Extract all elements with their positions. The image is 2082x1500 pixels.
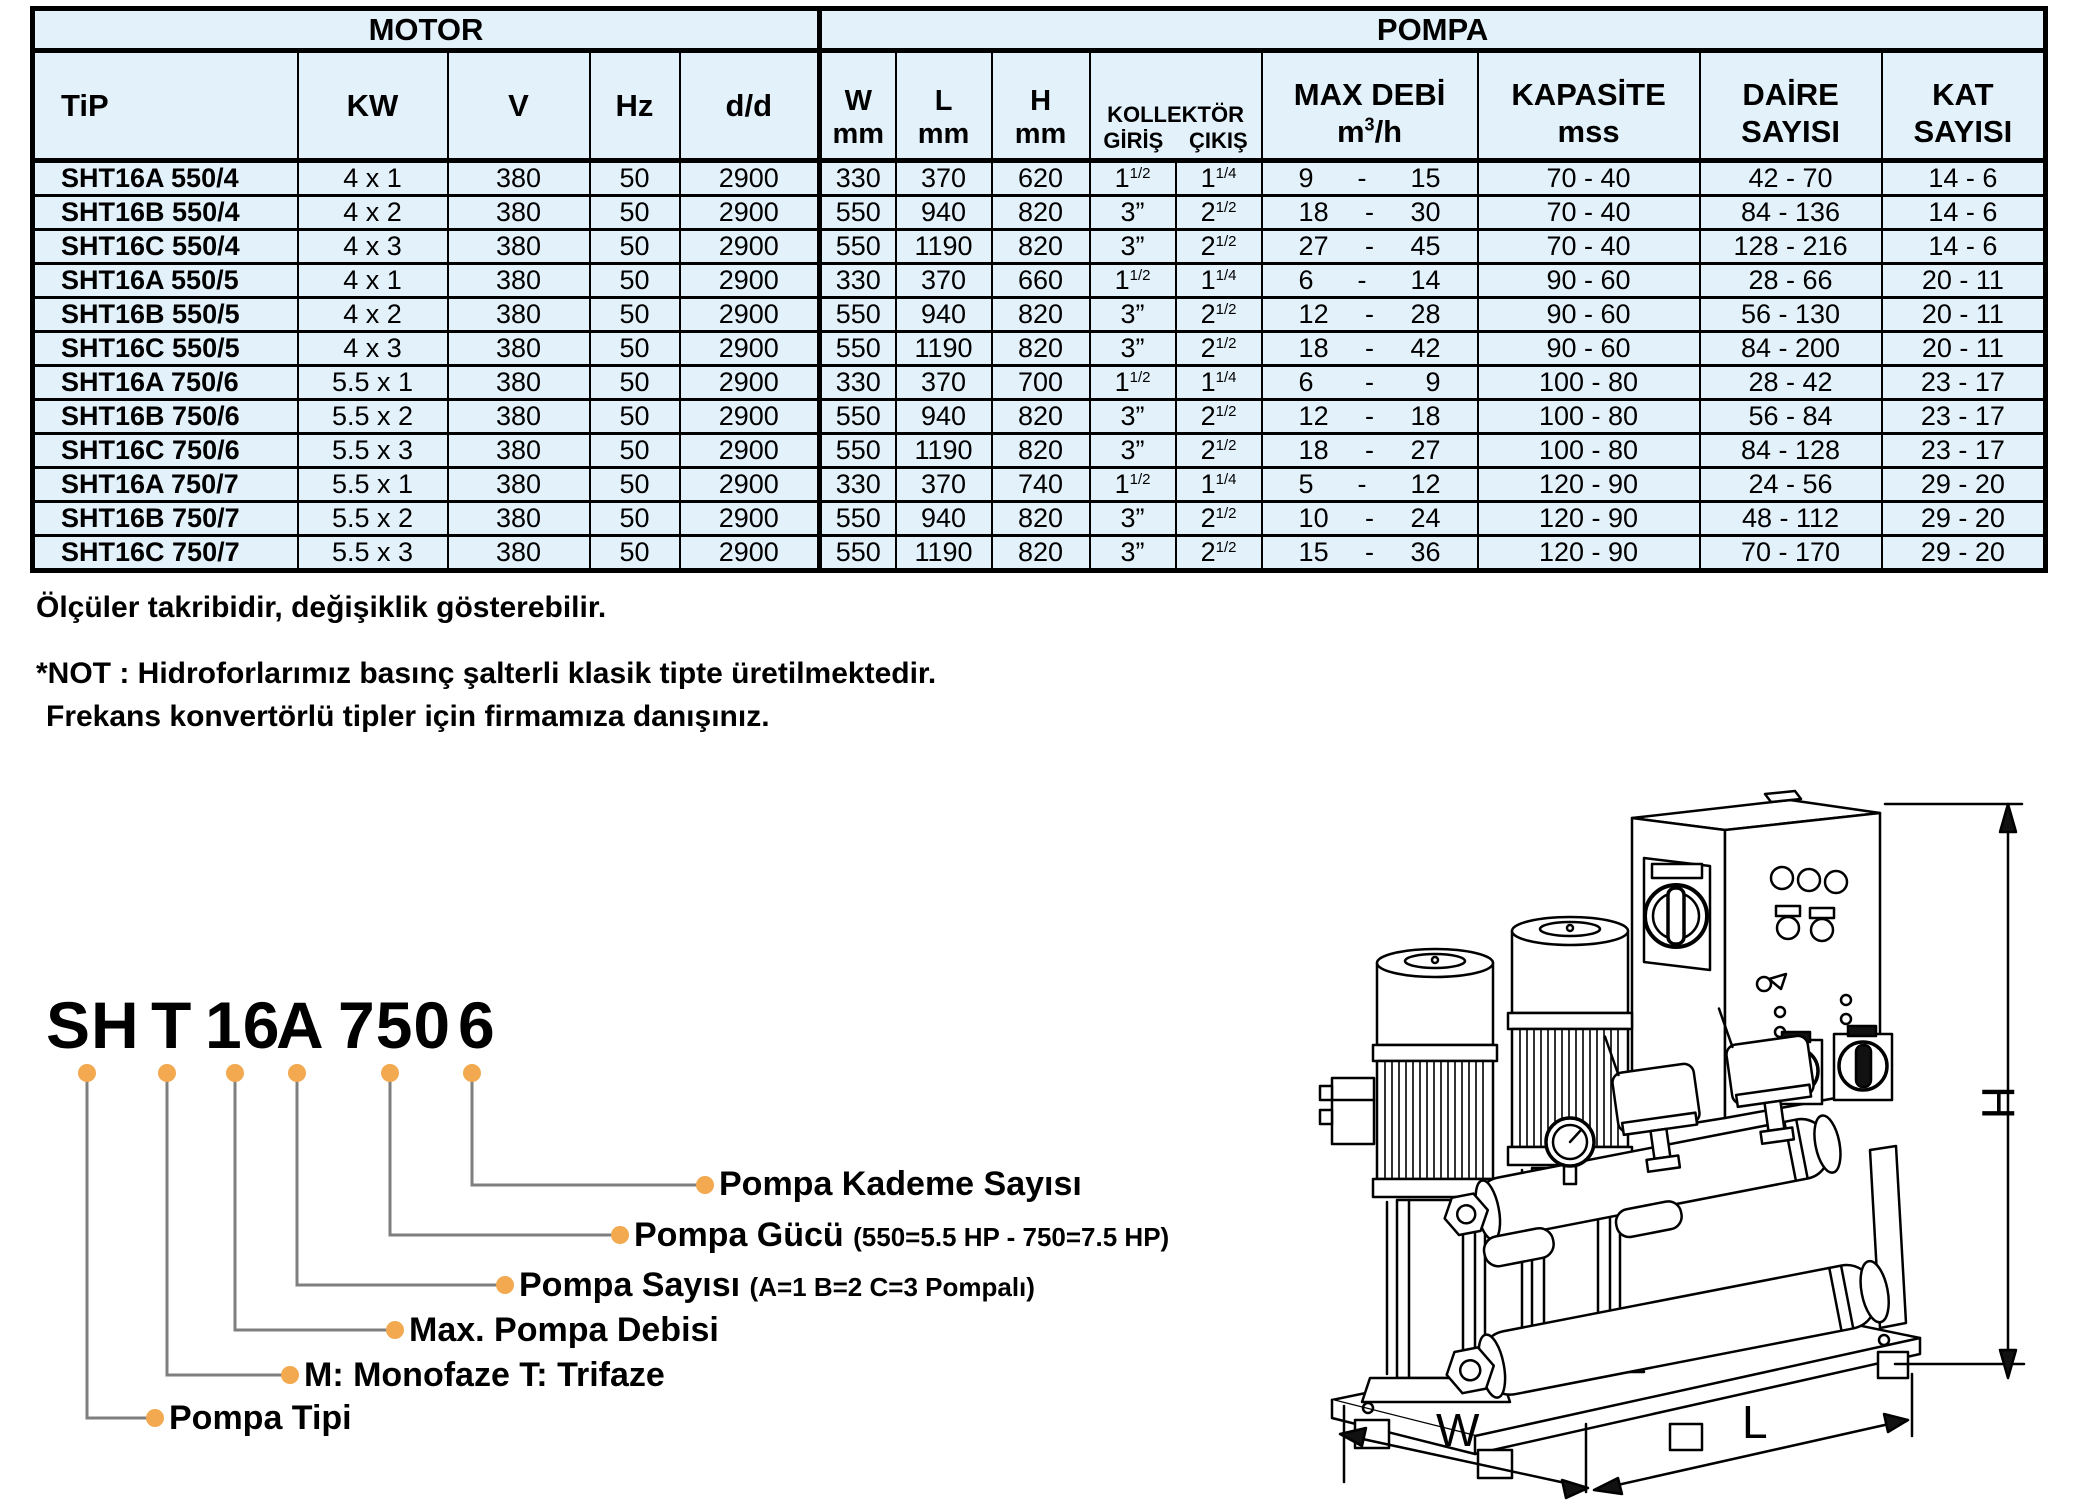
- cell-dd: 2900: [680, 366, 820, 400]
- cell-w: 330: [820, 161, 896, 196]
- cell-h: 820: [992, 298, 1090, 332]
- cell-cikis: $1^{1/4}$: [1176, 264, 1262, 298]
- cell-kapasite: 90 - 60: [1478, 298, 1700, 332]
- cell-kw: 4 x 3: [298, 230, 448, 264]
- table-row: [33, 161, 2046, 196]
- cell-hz: 50: [590, 230, 680, 264]
- table-row: [33, 298, 2046, 332]
- cell-debi: 12 - 18: [1262, 400, 1478, 434]
- header-kollektor: [1090, 51, 1262, 161]
- code-segment-16: 16: [205, 988, 281, 1062]
- cell-daire: 56 - 84: [1700, 400, 1882, 434]
- cell-giris: $1^{1/2}$: [1090, 366, 1176, 400]
- cell-daire: 24 - 56: [1700, 468, 1882, 502]
- cell-h: 820: [992, 230, 1090, 264]
- code-dot: [463, 1064, 481, 1082]
- cell-giris: $1^{1/2}$: [1090, 468, 1176, 502]
- daire-sub: SAYISI: [1741, 113, 1840, 149]
- note-dimensions: Ölçüler takribidir, değişiklik gösterebilir.: [36, 591, 607, 624]
- cell-tip: SHT16C 550/4: [33, 230, 298, 264]
- cell-kapasite: 100 - 80: [1478, 400, 1700, 434]
- cell-kapasite: 70 - 40: [1478, 230, 1700, 264]
- dim-h-arrow: [1885, 804, 2024, 1378]
- table-row: [33, 230, 2046, 264]
- cell-l: 370: [896, 264, 992, 298]
- cell-cikis: $2^{1/2}$: [1176, 298, 1262, 332]
- cell-kw: 4 x 1: [298, 161, 448, 196]
- cell-debi: 6 - 14: [1262, 264, 1478, 298]
- cell-hz: 50: [590, 468, 680, 502]
- header-kw: KW: [298, 51, 448, 161]
- cell-daire: 42 - 70: [1700, 161, 1882, 196]
- cell-h: 820: [992, 502, 1090, 536]
- cell-daire: 56 - 130: [1700, 298, 1882, 332]
- cell-kat: 14 - 6: [1882, 196, 2046, 230]
- cell-tip: SHT16A 750/6: [33, 366, 298, 400]
- cell-tip: SHT16A 750/7: [33, 468, 298, 502]
- cell-hz: 50: [590, 536, 680, 571]
- code-segment-750: 750: [338, 988, 452, 1062]
- cell-hz: 50: [590, 502, 680, 536]
- cell-cikis: $2^{1/2}$: [1176, 434, 1262, 468]
- cell-w: 550: [820, 332, 896, 366]
- cell-l: 1190: [896, 536, 992, 571]
- cell-cikis: $2^{1/2}$: [1176, 536, 1262, 571]
- cell-daire: 84 - 136: [1700, 196, 1882, 230]
- cell-dd: 2900: [680, 264, 820, 298]
- code-segment-t: T: [151, 988, 193, 1062]
- cell-l: 940: [896, 298, 992, 332]
- cell-v: 380: [448, 161, 590, 196]
- cell-l: 1190: [896, 434, 992, 468]
- table-row: [33, 536, 2046, 571]
- cell-w: 550: [820, 400, 896, 434]
- header-kat-sayisi: [1882, 51, 2046, 161]
- cell-h: 820: [992, 196, 1090, 230]
- label-dot: [611, 1226, 629, 1244]
- cell-l: 1190: [896, 230, 992, 264]
- cell-v: 380: [448, 434, 590, 468]
- cell-w: 550: [820, 536, 896, 571]
- spec-table: [30, 6, 2048, 573]
- cell-w: 550: [820, 298, 896, 332]
- cell-debi: 5 - 12: [1262, 468, 1478, 502]
- cell-kapasite: 70 - 40: [1478, 196, 1700, 230]
- cell-w: 330: [820, 264, 896, 298]
- cell-hz: 50: [590, 400, 680, 434]
- cell-h: 820: [992, 400, 1090, 434]
- label-dot: [146, 1409, 164, 1427]
- cell-kat: 14 - 6: [1882, 230, 2046, 264]
- cell-daire: 84 - 200: [1700, 332, 1882, 366]
- cell-kw: 5.5 x 1: [298, 468, 448, 502]
- max-debi-title: MAX DEBİ: [1293, 76, 1446, 112]
- code-dot: [381, 1064, 399, 1082]
- table-row: [33, 502, 2046, 536]
- label-dot: [386, 1321, 404, 1339]
- cell-l: 370: [896, 161, 992, 196]
- code-dot: [78, 1064, 96, 1082]
- cell-h: 740: [992, 468, 1090, 502]
- header-l-label: L: [934, 85, 953, 118]
- dim-h-label: H: [1972, 1086, 2024, 1120]
- note-warning-1: *NOT : Hidroforlarımız basınç şalterli klasik tipte üretilmektedir.: [36, 656, 937, 690]
- cell-hz: 50: [590, 332, 680, 366]
- cell-tip: SHT16B 750/6: [33, 400, 298, 434]
- header-kapasite: [1478, 51, 1700, 161]
- motor-group-header: MOTOR: [33, 9, 820, 51]
- cell-dd: 2900: [680, 332, 820, 366]
- note-warning-2: Frekans konvertörlü tipler için firmamıza danışınız.: [46, 700, 770, 733]
- header-v: V: [448, 51, 590, 161]
- cell-h: 700: [992, 366, 1090, 400]
- cell-kw: 4 x 2: [298, 298, 448, 332]
- cell-l: 370: [896, 366, 992, 400]
- indicator-lights: [1771, 867, 1847, 893]
- cell-cikis: $1^{1/4}$: [1176, 468, 1262, 502]
- cell-h: 620: [992, 161, 1090, 196]
- cell-tip: SHT16C 750/6: [33, 434, 298, 468]
- cell-kapasite: 90 - 60: [1478, 332, 1700, 366]
- cell-kat: 29 - 20: [1882, 536, 2046, 571]
- cell-v: 380: [448, 196, 590, 230]
- cell-cikis: $2^{1/2}$: [1176, 332, 1262, 366]
- cell-w: 550: [820, 434, 896, 468]
- cell-h: 660: [992, 264, 1090, 298]
- cell-kapasite: 100 - 80: [1478, 434, 1700, 468]
- header-cikis: ÇIKIŞ: [1189, 128, 1248, 154]
- table-row: [33, 264, 2046, 298]
- cell-l: 370: [896, 468, 992, 502]
- cell-daire: 84 - 128: [1700, 434, 1882, 468]
- cell-cikis: $2^{1/2}$: [1176, 502, 1262, 536]
- pump-illustration: [1270, 778, 2082, 1500]
- label-pompa-tipi: Pompa Tipi: [169, 1399, 352, 1437]
- table-row: [33, 366, 2046, 400]
- cell-kat: 29 - 20: [1882, 468, 2046, 502]
- main-switch: [1644, 858, 1710, 970]
- kapasite-unit: mss: [1557, 113, 1620, 149]
- pump-spec-table: [30, 6, 2048, 573]
- cell-tip: SHT16C 550/5: [33, 332, 298, 366]
- label-pompa-sayisi: Pompa Sayısı (A=1 B=2 C=3 Pompalı): [519, 1266, 1035, 1304]
- cell-kapasite: 70 - 40: [1478, 161, 1700, 196]
- header-w-mm: [820, 51, 896, 161]
- label-dot: [696, 1176, 714, 1194]
- cell-kat: 20 - 11: [1882, 298, 2046, 332]
- cell-kw: 5.5 x 3: [298, 434, 448, 468]
- cell-kw: 5.5 x 2: [298, 400, 448, 434]
- cell-kapasite: 120 - 90: [1478, 502, 1700, 536]
- header-dd: d/d: [680, 51, 820, 161]
- cell-giris: 3”: [1090, 230, 1176, 264]
- cell-giris: 3”: [1090, 536, 1176, 571]
- cell-v: 380: [448, 230, 590, 264]
- cell-debi: 27 - 45: [1262, 230, 1478, 264]
- cell-hz: 50: [590, 298, 680, 332]
- header-hz: Hz: [590, 51, 680, 161]
- cell-kapasite: 90 - 60: [1478, 264, 1700, 298]
- cell-hz: 50: [590, 264, 680, 298]
- cell-debi: 18 - 42: [1262, 332, 1478, 366]
- dim-w-label: W: [1436, 1404, 1480, 1456]
- cell-cikis: $2^{1/2}$: [1176, 196, 1262, 230]
- cell-l: 940: [896, 196, 992, 230]
- cell-v: 380: [448, 366, 590, 400]
- label-pompa-gucu: Pompa Gücü (550=5.5 HP - 750=7.5 HP): [634, 1216, 1170, 1254]
- cell-kat: 23 - 17: [1882, 366, 2046, 400]
- kat-title: KAT: [1932, 76, 1994, 112]
- cell-daire: 28 - 66: [1700, 264, 1882, 298]
- code-dot: [288, 1064, 306, 1082]
- cell-giris: 3”: [1090, 502, 1176, 536]
- cell-w: 330: [820, 366, 896, 400]
- cell-daire: 70 - 170: [1700, 536, 1882, 571]
- cell-w: 550: [820, 196, 896, 230]
- cell-l: 940: [896, 502, 992, 536]
- cell-l: 940: [896, 400, 992, 434]
- cell-kat: 20 - 11: [1882, 332, 2046, 366]
- header-h-mm: [992, 51, 1090, 161]
- cell-kat: 29 - 20: [1882, 502, 2046, 536]
- header-tip: TiP: [33, 51, 298, 161]
- cell-giris: 3”: [1090, 196, 1176, 230]
- cell-giris: 3”: [1090, 332, 1176, 366]
- notes: [36, 586, 936, 739]
- cell-hz: 50: [590, 434, 680, 468]
- table-row: [33, 196, 2046, 230]
- cell-h: 820: [992, 332, 1090, 366]
- cell-h: 820: [992, 434, 1090, 468]
- header-daire-sayisi: [1700, 51, 1882, 161]
- cell-debi: 15 - 36: [1262, 536, 1478, 571]
- cell-v: 380: [448, 332, 590, 366]
- cell-h: 820: [992, 536, 1090, 571]
- max-debi-unit: $m^3/h$: [1336, 113, 1403, 149]
- cell-dd: 2900: [680, 400, 820, 434]
- cell-cikis: $1^{1/4}$: [1176, 366, 1262, 400]
- header-h-unit: mm: [1014, 117, 1067, 150]
- code-dot: [226, 1064, 244, 1082]
- label-dot: [496, 1276, 514, 1294]
- label-dot: [281, 1366, 299, 1384]
- pompa-group-header: POMPA: [820, 9, 2046, 51]
- cell-tip: SHT16C 750/7: [33, 536, 298, 571]
- cell-hz: 50: [590, 196, 680, 230]
- cell-debi: 10 - 24: [1262, 502, 1478, 536]
- cell-giris: $1^{1/2}$: [1090, 161, 1176, 196]
- cell-kw: 5.5 x 3: [298, 536, 448, 571]
- terminal-box: [1320, 1078, 1374, 1144]
- cell-dd: 2900: [680, 196, 820, 230]
- header-l-unit: mm: [917, 117, 970, 150]
- cell-tip: SHT16B 750/7: [33, 502, 298, 536]
- cell-hz: 50: [590, 366, 680, 400]
- cell-dd: 2900: [680, 161, 820, 196]
- cell-debi: 18 - 30: [1262, 196, 1478, 230]
- dim-l-label: L: [1742, 1396, 1768, 1448]
- daire-title: DAİRE: [1742, 76, 1839, 112]
- label-pompa-kademe-sayisi: Pompa Kademe Sayısı: [719, 1165, 1082, 1203]
- cell-daire: 128 - 216: [1700, 230, 1882, 264]
- cell-tip: SHT16A 550/5: [33, 264, 298, 298]
- kat-sub: SAYISI: [1913, 113, 2013, 149]
- cell-giris: 3”: [1090, 400, 1176, 434]
- cell-kw: 4 x 3: [298, 332, 448, 366]
- cell-debi: 18 - 27: [1262, 434, 1478, 468]
- cell-dd: 2900: [680, 468, 820, 502]
- label-max-pompa-debisi: Max. Pompa Debisi: [409, 1311, 719, 1349]
- cell-kw: 4 x 1: [298, 264, 448, 298]
- cell-debi: 6 - 9: [1262, 366, 1478, 400]
- cell-w: 550: [820, 230, 896, 264]
- cell-debi: 9 - 15: [1262, 161, 1478, 196]
- header-l-mm: [896, 51, 992, 161]
- panel-top-tab: [1765, 791, 1801, 802]
- cell-dd: 2900: [680, 230, 820, 264]
- kapasite-title: KAPASİTE: [1511, 76, 1666, 112]
- cell-giris: 3”: [1090, 298, 1176, 332]
- code-segment-a: A: [276, 988, 325, 1062]
- label-monofaze-trifaze: M: Monofaze T: Trifaze: [304, 1356, 665, 1394]
- cell-cikis: $2^{1/2}$: [1176, 230, 1262, 264]
- cell-v: 380: [448, 400, 590, 434]
- cell-v: 380: [448, 298, 590, 332]
- cell-kapasite: 120 - 90: [1478, 468, 1700, 502]
- cell-kat: 20 - 11: [1882, 264, 2046, 298]
- cell-cikis: $2^{1/2}$: [1176, 400, 1262, 434]
- cell-dd: 2900: [680, 298, 820, 332]
- cell-dd: 2900: [680, 434, 820, 468]
- header-w-unit: mm: [832, 117, 885, 150]
- cell-w: 550: [820, 502, 896, 536]
- cell-cikis: $1^{1/4}$: [1176, 161, 1262, 196]
- model-code-breakdown: [30, 985, 1170, 1465]
- code-segment-6: 6: [458, 988, 496, 1062]
- cell-l: 1190: [896, 332, 992, 366]
- cell-dd: 2900: [680, 502, 820, 536]
- header-max-debi: [1262, 51, 1478, 161]
- kollektor-title: KOLLEKTÖR: [1107, 102, 1244, 128]
- cell-tip: SHT16B 550/4: [33, 196, 298, 230]
- cell-v: 380: [448, 264, 590, 298]
- table-row: [33, 332, 2046, 366]
- header-h-label: H: [1030, 85, 1052, 118]
- cell-w: 330: [820, 468, 896, 502]
- cell-v: 380: [448, 468, 590, 502]
- cell-dd: 2900: [680, 536, 820, 571]
- cell-daire: 48 - 112: [1700, 502, 1882, 536]
- cell-tip: SHT16B 550/5: [33, 298, 298, 332]
- cell-kw: 5.5 x 1: [298, 366, 448, 400]
- header-giris: GİRİŞ: [1103, 128, 1164, 154]
- cell-giris: $1^{1/2}$: [1090, 264, 1176, 298]
- cell-kapasite: 100 - 80: [1478, 366, 1700, 400]
- cell-daire: 28 - 42: [1700, 366, 1882, 400]
- cell-kat: 23 - 17: [1882, 400, 2046, 434]
- table-row: [33, 400, 2046, 434]
- cell-kw: 5.5 x 2: [298, 502, 448, 536]
- pump-unit-1: [1320, 949, 1510, 1402]
- cell-debi: 12 - 28: [1262, 298, 1478, 332]
- code-dot: [158, 1064, 176, 1082]
- cell-kat: 14 - 6: [1882, 161, 2046, 196]
- header-w-label: W: [844, 85, 872, 118]
- cell-tip: SHT16A 550/4: [33, 161, 298, 196]
- cell-v: 380: [448, 502, 590, 536]
- cell-kw: 4 x 2: [298, 196, 448, 230]
- table-row: [33, 434, 2046, 468]
- code-segment-sh: SH: [46, 988, 140, 1062]
- rotary-switch-2: [1834, 1026, 1892, 1100]
- cell-kapasite: 120 - 90: [1478, 536, 1700, 571]
- cell-kat: 23 - 17: [1882, 434, 2046, 468]
- table-row: [33, 468, 2046, 502]
- cell-giris: 3”: [1090, 434, 1176, 468]
- cell-v: 380: [448, 536, 590, 571]
- cell-hz: 50: [590, 161, 680, 196]
